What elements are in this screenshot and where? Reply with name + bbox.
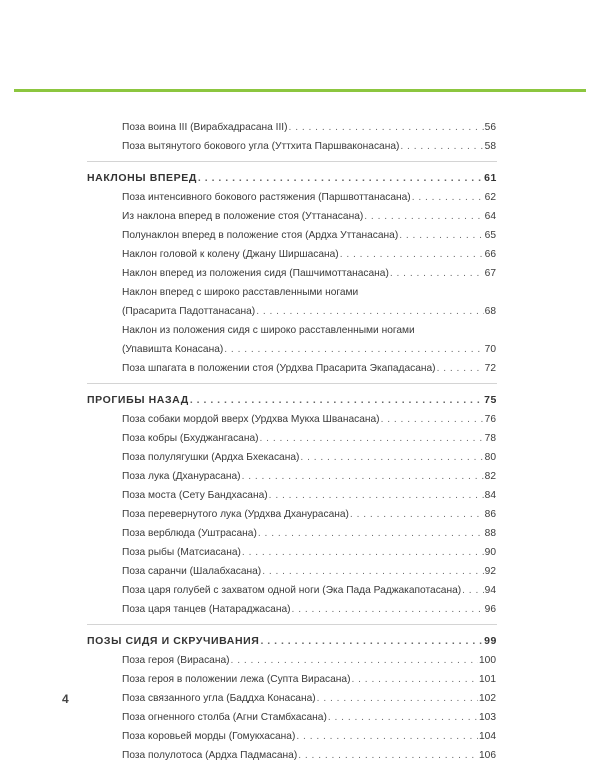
toc-entry[interactable] xyxy=(0,245,496,264)
leader-dots xyxy=(260,632,483,651)
leader-dots xyxy=(400,137,483,156)
leader-dots xyxy=(260,429,484,448)
toc-entry[interactable] xyxy=(0,429,496,448)
toc-entry[interactable] xyxy=(0,543,496,562)
leader-dots xyxy=(198,169,483,188)
section-divider xyxy=(87,624,497,625)
toc-entry-page: 84 xyxy=(484,490,496,501)
toc-entry[interactable] xyxy=(0,689,496,708)
toc-entry[interactable] xyxy=(0,505,496,524)
toc-section-heading[interactable] xyxy=(0,391,497,410)
section-divider xyxy=(87,161,497,162)
toc-entry-title: Полунаклон вперед в положение стоя (Ардха Уттанасана) xyxy=(122,230,399,241)
toc-entry-title: Поза коровьей морды (Гомукхасана) xyxy=(122,731,296,742)
leader-dots xyxy=(399,226,483,245)
toc-entry-page: 65 xyxy=(484,230,496,241)
toc-entry-title: Поза перевернутого лука (Урдхва Дханурасана) xyxy=(122,509,349,520)
toc-entry[interactable] xyxy=(0,448,496,467)
toc-entry[interactable] xyxy=(0,727,496,746)
toc-entry-page: 64 xyxy=(484,211,496,222)
toc-entry[interactable] xyxy=(0,524,496,543)
toc-entry[interactable] xyxy=(0,651,496,670)
toc-entry-page: 96 xyxy=(484,604,496,615)
leader-dots xyxy=(390,264,484,283)
leader-dots xyxy=(256,302,483,321)
toc-entry-page: 56 xyxy=(484,122,496,133)
toc-entry-title: Поза моста (Сету Бандхасана) xyxy=(122,490,268,501)
toc-entry[interactable] xyxy=(0,670,496,689)
toc-entry[interactable] xyxy=(0,118,496,137)
leader-dots xyxy=(340,245,484,264)
leader-dots xyxy=(258,524,484,543)
toc-entry-title: Из наклона вперед в положение стоя (Уттанасана) xyxy=(122,211,364,222)
toc-entry-title: Поза собаки мордой вверх (Урдхва Мукха Шванасана) xyxy=(122,414,380,425)
toc-entry[interactable] xyxy=(0,486,496,505)
toc-entry-title: Поза воина III (Вирабхадрасана III) xyxy=(122,122,288,133)
leader-dots xyxy=(328,708,478,727)
toc-entry-page: 82 xyxy=(484,471,496,482)
leader-dots xyxy=(351,670,478,689)
toc-entry[interactable] xyxy=(0,264,496,283)
toc-entry[interactable] xyxy=(0,746,496,765)
toc-entry-title: Наклон вперед с широко расставленными ногами xyxy=(122,287,359,298)
page-number: 4 xyxy=(62,692,69,706)
toc-entry-title: Наклон головой к колену (Джану Ширшасана) xyxy=(122,249,339,260)
section-title: ПОЗЫ СИДЯ И СКРУЧИВАНИЯ xyxy=(87,635,260,647)
top-accent-rule xyxy=(14,89,586,92)
leader-dots xyxy=(231,651,478,670)
section-divider xyxy=(87,383,497,384)
toc-entry-title: Поза огненного столба (Агни Стамбхасана) xyxy=(122,712,327,723)
leader-dots xyxy=(300,448,483,467)
toc-entry-title: Поза шпагата в положении стоя (Урдхва Прасарита Экападасана) xyxy=(122,363,436,374)
toc-entry-page: 103 xyxy=(479,712,496,723)
leader-dots xyxy=(269,486,484,505)
toc-entry-page: 80 xyxy=(484,452,496,463)
toc-entry-title: Поза царя голубей с захватом одной ноги (Эка Пада Раджакапотасана) xyxy=(122,585,462,596)
leader-dots xyxy=(462,581,484,600)
leader-dots xyxy=(296,727,478,746)
toc-entry-page: 100 xyxy=(479,655,496,666)
toc-entry[interactable] xyxy=(0,410,496,429)
toc-entry-title: Поза вытянутого бокового угла (Уттхита Паршваконасана) xyxy=(122,141,400,152)
leader-dots xyxy=(289,118,484,137)
toc-entry-page: 72 xyxy=(484,363,496,374)
toc-entry-page: 106 xyxy=(479,750,496,761)
toc-entry[interactable] xyxy=(0,562,496,581)
table-of-contents xyxy=(0,118,600,765)
toc-entry[interactable] xyxy=(0,467,496,486)
section-title: ПРОГИБЫ НАЗАД xyxy=(87,394,189,406)
toc-entry-title: (Прасарита Падоттанасана) xyxy=(122,306,256,317)
toc-entry-page: 70 xyxy=(484,344,496,355)
leader-dots xyxy=(292,600,484,619)
toc-entry[interactable] xyxy=(0,137,496,156)
leader-dots xyxy=(317,689,478,708)
leader-dots xyxy=(298,746,478,765)
section-page: 75 xyxy=(484,394,497,406)
toc-entry-title: Поза рыбы (Матсиасана) xyxy=(122,547,241,558)
leader-dots xyxy=(350,505,484,524)
leader-dots xyxy=(224,340,483,359)
toc-entry-title: Поза царя танцев (Натараджасана) xyxy=(122,604,291,615)
toc-entry-title: Наклон из положения сидя с широко расставленными ногами xyxy=(122,325,415,336)
toc-entry-title: Наклон вперед из положения сидя (Пашчимоттанасана) xyxy=(122,268,389,279)
toc-entry[interactable] xyxy=(0,283,496,302)
toc-entry[interactable] xyxy=(0,708,496,727)
leader-dots xyxy=(437,359,484,378)
toc-entry-page: 94 xyxy=(484,585,496,596)
toc-entry-title: (Упавишта Конасана) xyxy=(122,344,224,355)
toc-entry-title: Поза кобры (Бхуджангасана) xyxy=(122,433,259,444)
toc-entry-title: Поза полулотоса (Ардха Падмасана) xyxy=(122,750,298,761)
leader-dots xyxy=(412,188,484,207)
toc-section-heading[interactable] xyxy=(0,169,497,188)
toc-section-heading[interactable] xyxy=(0,632,497,651)
toc-entry-page: 104 xyxy=(479,731,496,742)
toc-entry-page: 88 xyxy=(484,528,496,539)
toc-entry-title: Поза лука (Дханурасана) xyxy=(122,471,241,482)
toc-entry-page: 76 xyxy=(484,414,496,425)
toc-entry[interactable] xyxy=(0,600,496,619)
leader-dots xyxy=(242,543,484,562)
toc-entry-title: Поза связанного угла (Баддха Конасана) xyxy=(122,693,316,704)
toc-entry-page: 101 xyxy=(479,674,496,685)
toc-entry[interactable] xyxy=(0,302,496,321)
toc-entry-page: 90 xyxy=(484,547,496,558)
leader-dots xyxy=(190,391,483,410)
toc-entry[interactable] xyxy=(0,581,496,600)
toc-entry[interactable] xyxy=(0,321,496,340)
toc-entry-title: Поза героя в положении лежа (Супта Вирасана) xyxy=(122,674,351,685)
leader-dots xyxy=(364,207,483,226)
toc-entry-page: 86 xyxy=(484,509,496,520)
leader-dots xyxy=(381,410,484,429)
toc-entry-page: 62 xyxy=(484,192,496,203)
toc-entry-title: Поза полулягушки (Ардха Бхекасана) xyxy=(122,452,300,463)
toc-entry-page: 92 xyxy=(484,566,496,577)
toc-entry[interactable] xyxy=(0,359,496,378)
section-title: НАКЛОНЫ ВПЕРЕД xyxy=(87,172,197,184)
toc-entry-title: Поза верблюда (Уштрасана) xyxy=(122,528,257,539)
toc-entry-page: 78 xyxy=(484,433,496,444)
toc-entry-title: Поза саранчи (Шалабхасана) xyxy=(122,566,262,577)
toc-entry-title: Поза интенсивного бокового растяжения (Паршвоттанасана) xyxy=(122,192,411,203)
toc-entry-page: 102 xyxy=(479,693,496,704)
leader-dots xyxy=(262,562,483,581)
section-page: 99 xyxy=(484,635,497,647)
section-page: 61 xyxy=(484,172,497,184)
leader-dots xyxy=(242,467,484,486)
toc-entry[interactable] xyxy=(0,207,496,226)
toc-entry-page: 66 xyxy=(484,249,496,260)
toc-entry-page: 68 xyxy=(484,306,496,317)
toc-entry-title: Поза героя (Вирасана) xyxy=(122,655,230,666)
toc-entry-page: 67 xyxy=(484,268,496,279)
toc-entry[interactable] xyxy=(0,226,496,245)
toc-entry-page: 58 xyxy=(484,141,496,152)
toc-entry[interactable] xyxy=(0,340,496,359)
toc-entry[interactable] xyxy=(0,188,496,207)
